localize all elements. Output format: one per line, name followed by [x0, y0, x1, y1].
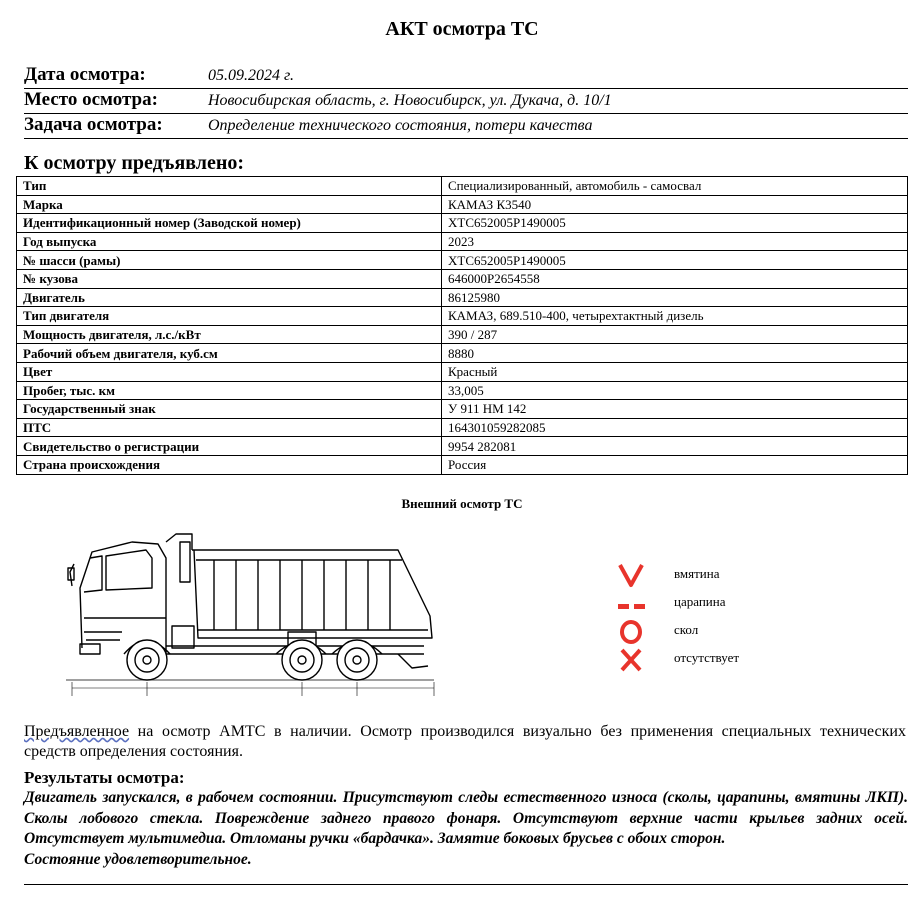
table-row — [17, 195, 908, 214]
spec-key: Пробег, тыс. км — [17, 381, 442, 400]
paragraph-rest: на осмотр АМТС в наличии. Осмотр производился визуально без применения специальных технических средств определения состояния. — [24, 723, 906, 760]
spec-value: ХТС652005Р1490005 — [442, 214, 908, 233]
table-row — [17, 232, 908, 251]
spec-value: Красный — [442, 362, 908, 381]
table-row — [17, 269, 908, 288]
spec-key: Двигатель — [17, 288, 442, 307]
spec-value: 8880 — [442, 344, 908, 363]
date-label: Дата осмотра: — [24, 64, 146, 85]
spec-value: 646000Р2654558 — [442, 269, 908, 288]
paragraph-lead: Предъявленное — [24, 723, 130, 740]
conclusion-text: Состояние удовлетворительное. — [24, 850, 252, 868]
document-title: АКТ осмотра ТС — [385, 18, 539, 40]
spec-value: КАМАЗ, 689.510-400, четырехтактный дизель — [442, 307, 908, 326]
legend-label-scratch: царапина — [674, 594, 726, 609]
legend-label-dent: вмятина — [674, 566, 720, 581]
info-row-place — [24, 89, 908, 114]
task-label: Задача осмотра: — [24, 114, 163, 135]
spec-value: 86125980 — [442, 288, 908, 307]
scratch-mark-icon — [616, 590, 646, 616]
spec-key: № кузова — [17, 269, 442, 288]
spec-value: У 911 НМ 142 — [442, 400, 908, 419]
table-row — [17, 307, 908, 326]
spec-value: 2023 — [442, 232, 908, 251]
dent-mark-icon — [616, 562, 646, 588]
spec-key: Марка — [17, 195, 442, 214]
table-row — [17, 362, 908, 381]
spec-key: Цвет — [17, 362, 442, 381]
info-row-date — [24, 64, 908, 89]
results-heading: Результаты осмотра: — [24, 768, 185, 787]
missing-mark-icon — [616, 646, 646, 672]
bottom-divider — [24, 884, 908, 885]
specs-table — [16, 176, 908, 475]
results-text: Двигатель запускался, в рабочем состоянии. Присутствуют следы естественного износа (сколы, царапины, вмятины ЛКП). Сколы лобового стекла. Повреждение заднего правого фонаря. Отсутствуют верхние части крыльев задних осей. Отсутствует мультимедиа. Отломаны ручки «бардачка». Замятие боковых брусьев с обоих сторон. — [24, 789, 908, 847]
task-value: Определение технического состояния, потери качества — [208, 117, 593, 134]
spec-value: 164301059282085 — [442, 418, 908, 437]
spec-value: 33,005 — [442, 381, 908, 400]
place-value: Новосибирская область, г. Новосибирск, ул. Дукача, д. 10/1 — [208, 92, 612, 109]
spec-key: Страна происхождения — [17, 455, 442, 474]
table-row — [17, 344, 908, 363]
spec-key: ПТС — [17, 418, 442, 437]
spec-key: Свидетельство о регистрации — [17, 437, 442, 456]
spec-value: Россия — [442, 455, 908, 474]
spec-value: 390 / 287 — [442, 325, 908, 344]
info-row-task — [24, 114, 908, 139]
table-row — [17, 251, 908, 270]
table-row — [17, 381, 908, 400]
spec-key: Год выпуска — [17, 232, 442, 251]
spec-key: Идентификационный номер (Заводской номер) — [17, 214, 442, 233]
legend-label-missing: отсутствует — [674, 650, 740, 665]
spec-key: Государственный знак — [17, 400, 442, 419]
presented-heading: К осмотру предъявлено: — [24, 152, 245, 174]
table-row — [17, 418, 908, 437]
spec-value: КАМАЗ К3540 — [442, 195, 908, 214]
spec-value: Специализированный, автомобиль - самосвал — [442, 177, 908, 196]
chip-mark-icon — [616, 618, 646, 644]
spec-key: Тип двигателя — [17, 307, 442, 326]
table-row — [17, 437, 908, 456]
spec-key: № шасси (рамы) — [17, 251, 442, 270]
table-row — [17, 214, 908, 233]
place-label: Место осмотра: — [24, 89, 158, 110]
date-value: 05.09.2024 г. — [208, 67, 295, 84]
spec-value: ХТС652005Р1490005 — [442, 251, 908, 270]
table-row — [17, 325, 908, 344]
table-row — [17, 288, 908, 307]
exterior-heading: Внешний осмотр ТС — [401, 496, 523, 511]
legend-label-chip: скол — [674, 622, 699, 637]
dump-truck-diagram — [62, 528, 442, 702]
results-block — [24, 788, 908, 870]
spec-value: 9954 282081 — [442, 437, 908, 456]
inspection-paragraph — [24, 722, 906, 762]
spec-key: Рабочий объем двигателя, куб.см — [17, 344, 442, 363]
spec-key: Тип — [17, 177, 442, 196]
table-row — [17, 177, 908, 196]
table-row — [17, 455, 908, 474]
table-row — [17, 400, 908, 419]
spec-key: Мощность двигателя, л.с./кВт — [17, 325, 442, 344]
